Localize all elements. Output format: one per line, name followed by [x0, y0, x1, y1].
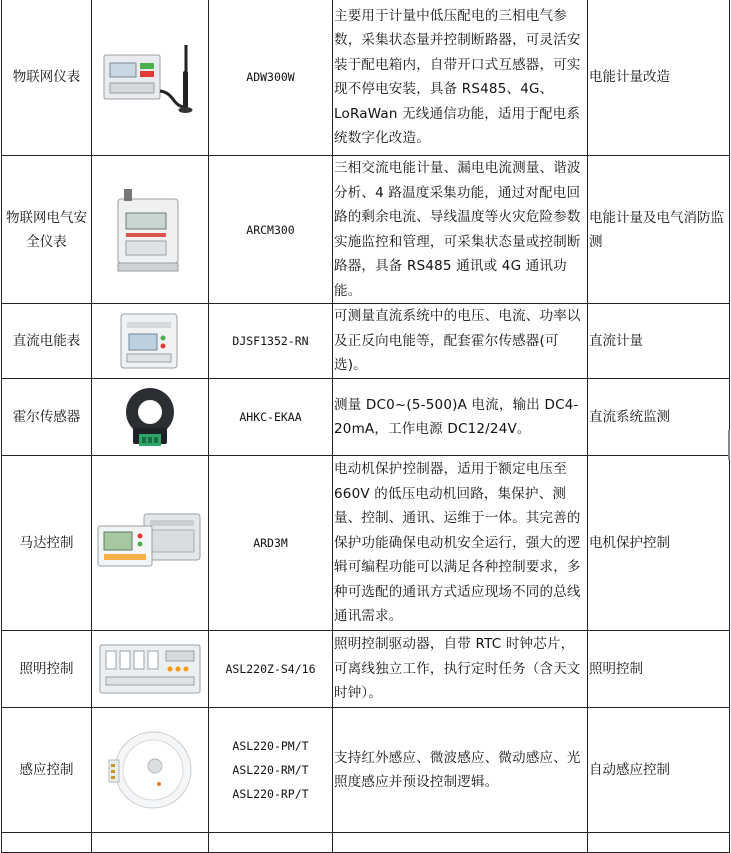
table-row	[2, 379, 730, 456]
scroll-edge-mark	[728, 430, 730, 460]
empty-cell	[209, 833, 333, 853]
product-model: ASL220-RP/T	[232, 787, 309, 801]
product-name: 感应控制	[2, 708, 92, 833]
product-description: 三相交流电能计量、漏电电流测量、谐波分析、4 路温度采集功能，通过对配电回路的剩余电流、导线温度等火灾危险参数实施监控和管理，可采集状态量或控制断路器，具备 RS485 通讯或 4G 通讯功能。	[333, 156, 588, 304]
empty-cell	[588, 833, 730, 853]
product-name: 直流电能表	[2, 304, 92, 379]
hall-sensor-icon	[115, 382, 185, 452]
product-model: AHKC-EKAA	[209, 379, 333, 456]
product-model: ADW300W	[209, 0, 333, 156]
meter-with-antenna-icon	[100, 37, 200, 117]
product-description: 可测量直流系统中的电压、电流、功率以及正反向电能等，配套霍尔传感器(可选)。	[333, 304, 588, 379]
product-application: 电能计量及电气消防监测	[588, 156, 730, 304]
empty-cell	[333, 833, 588, 853]
product-models	[209, 708, 333, 833]
product-image	[92, 156, 209, 304]
product-name: 物联网仪表	[2, 0, 92, 156]
product-description: 电动机保护控制器，适用于额定电压至 660V 的低压电动机回路，集保护、测量、控制、通讯、运维于一体。其完善的保护功能确保电动机安全运行，强大的逻辑可编程功能可以满足各种控制要求，多种可选配的通讯方式适应现场不同的总线通讯需求。	[333, 456, 588, 631]
product-description: 测量 DC0~(5-500)A 电流，输出 DC4-20mA，工作电源 DC12/24V。	[333, 379, 588, 456]
product-image	[92, 708, 209, 833]
product-description: 支持红外感应、微波感应、微动感应、光照度感应并预设控制逻辑。	[333, 708, 588, 833]
motor-controller-icon	[94, 508, 206, 578]
empty-cell	[92, 833, 209, 853]
product-model: ARD3M	[209, 456, 333, 631]
product-name: 照明控制	[2, 631, 92, 708]
product-model: ASL220-RM/T	[232, 763, 309, 777]
product-table	[1, 0, 730, 853]
product-image	[92, 379, 209, 456]
table-row	[2, 0, 730, 156]
din-rail-meter-icon	[110, 185, 190, 275]
product-name: 霍尔传感器	[2, 379, 92, 456]
product-application: 直流计量	[588, 304, 730, 379]
product-image	[92, 456, 209, 631]
product-model: ARCM300	[209, 156, 333, 304]
table-row	[2, 833, 730, 853]
product-name: 物联网电气安全仪表	[2, 156, 92, 304]
product-description: 照明控制驱动器，自带 RTC 时钟芯片，可离线独立工作，执行定时任务（含天文时钟）。	[333, 631, 588, 708]
table-row	[2, 708, 730, 833]
product-application: 自动感应控制	[588, 708, 730, 833]
product-name: 马达控制	[2, 456, 92, 631]
table-row	[2, 304, 730, 379]
lighting-controller-icon	[96, 637, 204, 701]
product-image	[92, 631, 209, 708]
table-row	[2, 631, 730, 708]
ceiling-sensor-icon	[105, 720, 195, 820]
dc-energy-meter-icon	[115, 308, 185, 374]
product-model: ASL220Z-S4/16	[209, 631, 333, 708]
product-image	[92, 304, 209, 379]
product-image	[92, 0, 209, 156]
empty-cell	[2, 833, 92, 853]
product-application: 电机保护控制	[588, 456, 730, 631]
product-application: 照明控制	[588, 631, 730, 708]
product-application: 电能计量改造	[588, 0, 730, 156]
product-model: ASL220-PM/T	[232, 739, 309, 753]
product-description: 主要用于计量中低压配电的三相电气参数，采集状态量并控制断路器，可灵活安装于配电箱内，自带开口式互感器，可实现不停电安装，具备 RS485、4G、LoRaWan 无线通信功能，适用于配电系统数字化改造。	[333, 0, 588, 156]
product-model: DJSF1352-RN	[209, 304, 333, 379]
product-application: 直流系统监测	[588, 379, 730, 456]
table-row	[2, 456, 730, 631]
table-row	[2, 156, 730, 304]
